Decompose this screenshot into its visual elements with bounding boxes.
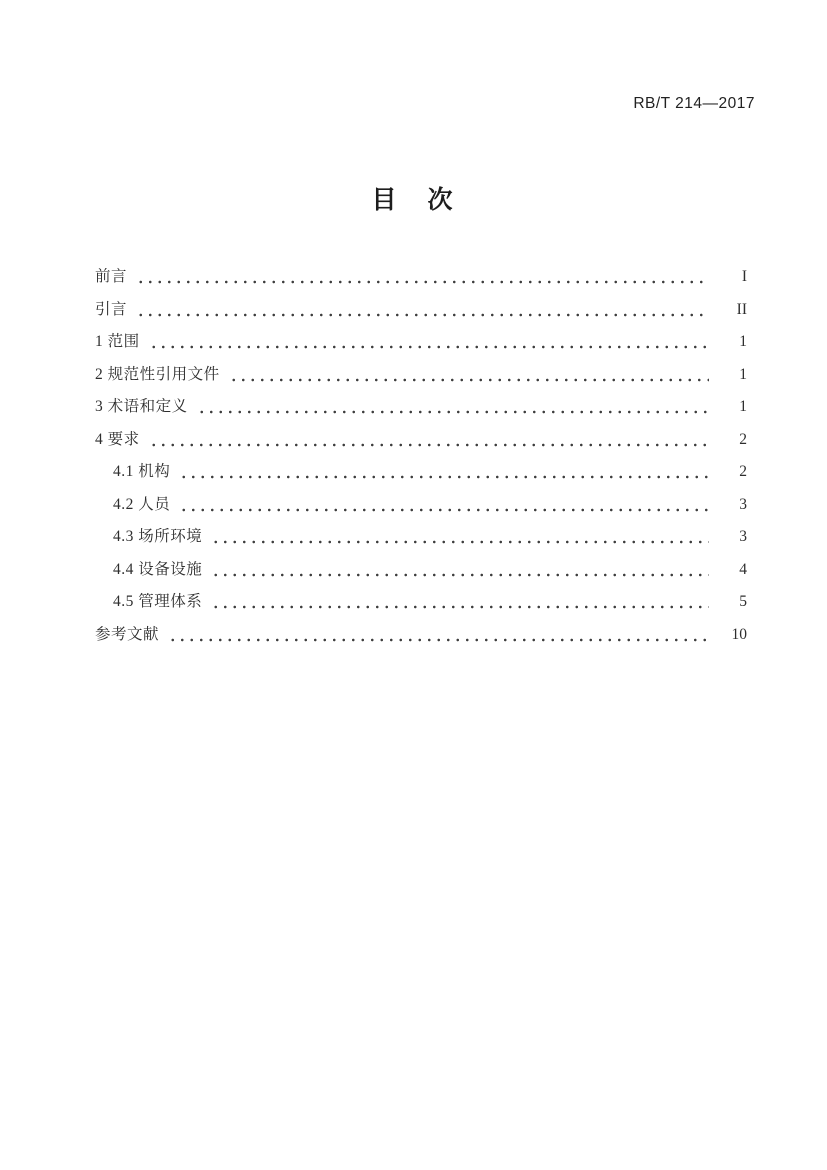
toc-list bbox=[95, 266, 747, 646]
toc-entry-page: 10 bbox=[731, 625, 747, 643]
dot-leader bbox=[229, 378, 709, 382]
dot-leader bbox=[211, 605, 709, 609]
toc-entry-label: 1 范围 bbox=[95, 333, 140, 350]
dot-leader bbox=[179, 475, 709, 479]
toc-entry-page: 1 bbox=[739, 365, 747, 383]
toc-entry-label: 4.4 设备设施 bbox=[113, 560, 203, 578]
dot-leader bbox=[168, 638, 709, 642]
toc-entry-label: 参考文献 bbox=[95, 625, 160, 643]
toc-entry-page: 2 bbox=[739, 463, 747, 480]
toc-entry-page: II bbox=[736, 300, 747, 318]
toc-entry-page: 5 bbox=[739, 593, 747, 610]
dot-leader bbox=[197, 410, 709, 414]
toc-entry-page: 1 bbox=[739, 333, 747, 350]
toc-entry-page: 3 bbox=[739, 495, 747, 513]
page-title: 目 次 bbox=[371, 186, 456, 214]
toc-entry-label: 4 要求 bbox=[95, 430, 140, 448]
toc-entry-page: 4 bbox=[739, 560, 747, 578]
toc-entry-label: 4.1 机构 bbox=[113, 463, 171, 480]
toc-entry-page: I bbox=[741, 268, 747, 285]
toc-entry-environment bbox=[95, 526, 747, 548]
dot-leader bbox=[136, 313, 709, 317]
toc-entry-label: 2 规范性引用文件 bbox=[95, 365, 220, 383]
toc-entry-label: 前言 bbox=[95, 268, 128, 285]
toc-entry-label: 4.3 场所环境 bbox=[113, 528, 203, 545]
toc-entry-bibliography bbox=[95, 624, 747, 646]
toc-entry-page: 1 bbox=[739, 398, 747, 415]
toc-entry-management-system bbox=[95, 591, 747, 613]
toc-entry-personnel bbox=[95, 494, 747, 516]
toc-entry-terms-definitions bbox=[95, 396, 747, 418]
dot-leader bbox=[211, 573, 709, 577]
dot-leader bbox=[211, 540, 709, 544]
toc-entry-equipment bbox=[95, 559, 747, 581]
dot-leader bbox=[149, 345, 709, 349]
toc-entry-page: 2 bbox=[739, 430, 747, 448]
toc-entry-label: 4.5 管理体系 bbox=[113, 593, 203, 610]
dot-leader bbox=[136, 280, 709, 284]
standard-code: RB/T 214—2017 bbox=[633, 95, 755, 112]
toc-entry-organization bbox=[95, 461, 747, 483]
toc-entry-label: 引言 bbox=[95, 300, 128, 318]
toc-entry-label: 4.2 人员 bbox=[113, 495, 171, 513]
toc-entry-introduction bbox=[95, 299, 747, 321]
dot-leader bbox=[179, 508, 709, 512]
toc-entry-requirements bbox=[95, 429, 747, 451]
toc-entry-page: 3 bbox=[739, 528, 747, 545]
dot-leader bbox=[149, 443, 709, 447]
toc-entry-normative-references bbox=[95, 364, 747, 386]
toc-entry-foreword bbox=[95, 266, 747, 288]
toc-entry-label: 3 术语和定义 bbox=[95, 398, 188, 415]
toc-entry-scope bbox=[95, 331, 747, 353]
